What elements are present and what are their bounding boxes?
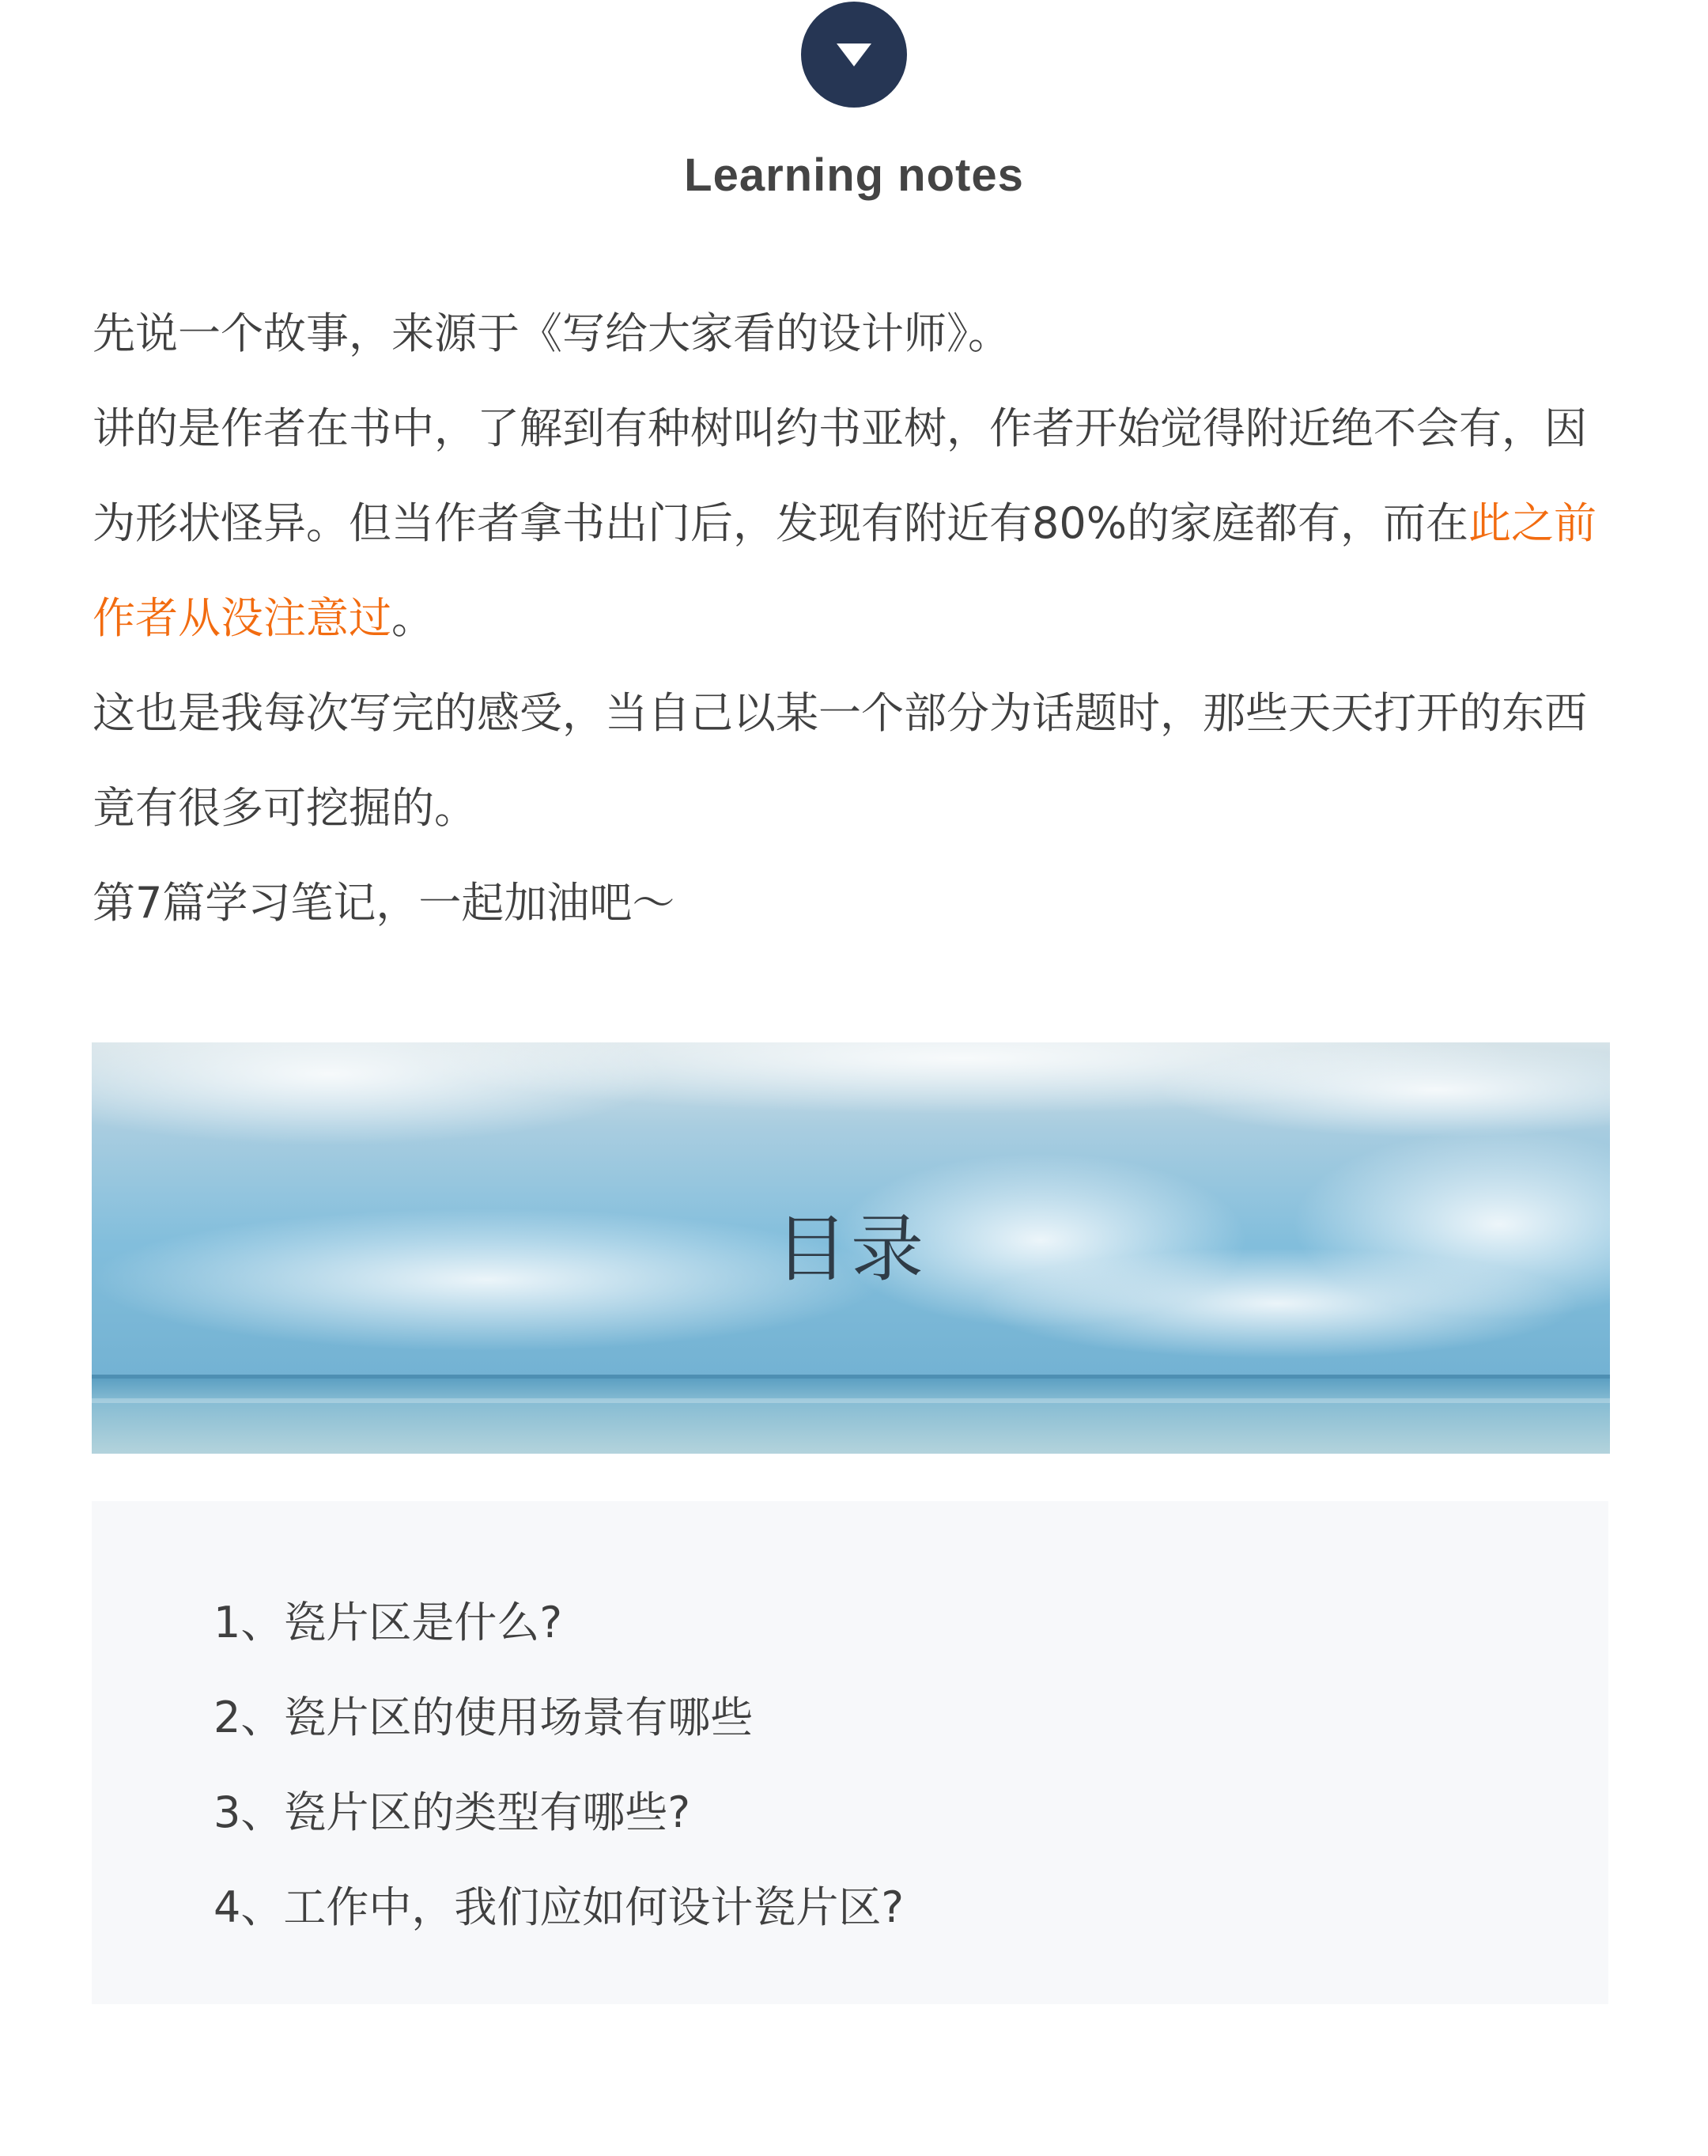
section-heading: Learning notes [684, 149, 1024, 201]
section-badge [801, 2, 907, 108]
toc-item-4[interactable]: 4、工作中，我们应如何设计瓷片区? [214, 1882, 905, 1932]
triangle-down-icon [835, 40, 873, 69]
toc-banner [92, 1042, 1610, 1454]
intro-text [93, 286, 1619, 951]
intro-paragraph-2-text: 讲的是作者在书中，了解到有种树叫约书亚树，作者开始觉得附近绝不会有，因为形状怪异。但当作者拿书出门后，发现有附近有80%的家庭都有，而在 [93, 403, 1587, 548]
toc-item-3[interactable]: 3、瓷片区的类型有哪些? [214, 1787, 691, 1837]
intro-paragraph-3: 这也是我每次写完的感受，当自己以某一个部分为话题时，那些天天打开的东西竟有很多可挖掘的。 [93, 688, 1587, 833]
intro-paragraph-2-end: 。 [391, 593, 434, 643]
toc-banner-title-text: 目录 [774, 1207, 927, 1292]
intro-highlight: 此之前作者从没注意过 [93, 498, 1597, 643]
intro-paragraph-2 [93, 381, 1619, 666]
intro-paragraph-1: 先说一个故事，来源于《写给大家看的设计师》。 [93, 308, 1011, 358]
toc-item-2[interactable]: 2、瓷片区的使用场景有哪些 [214, 1693, 754, 1742]
table-of-contents [92, 1501, 1608, 2004]
toc-banner-title [92, 1042, 1610, 1454]
toc-list [214, 1575, 904, 1955]
intro-paragraph-4: 第7篇学习笔记，一起加油吧～ [93, 878, 675, 928]
toc-item-1[interactable]: 1、瓷片区是什么? [214, 1598, 563, 1647]
